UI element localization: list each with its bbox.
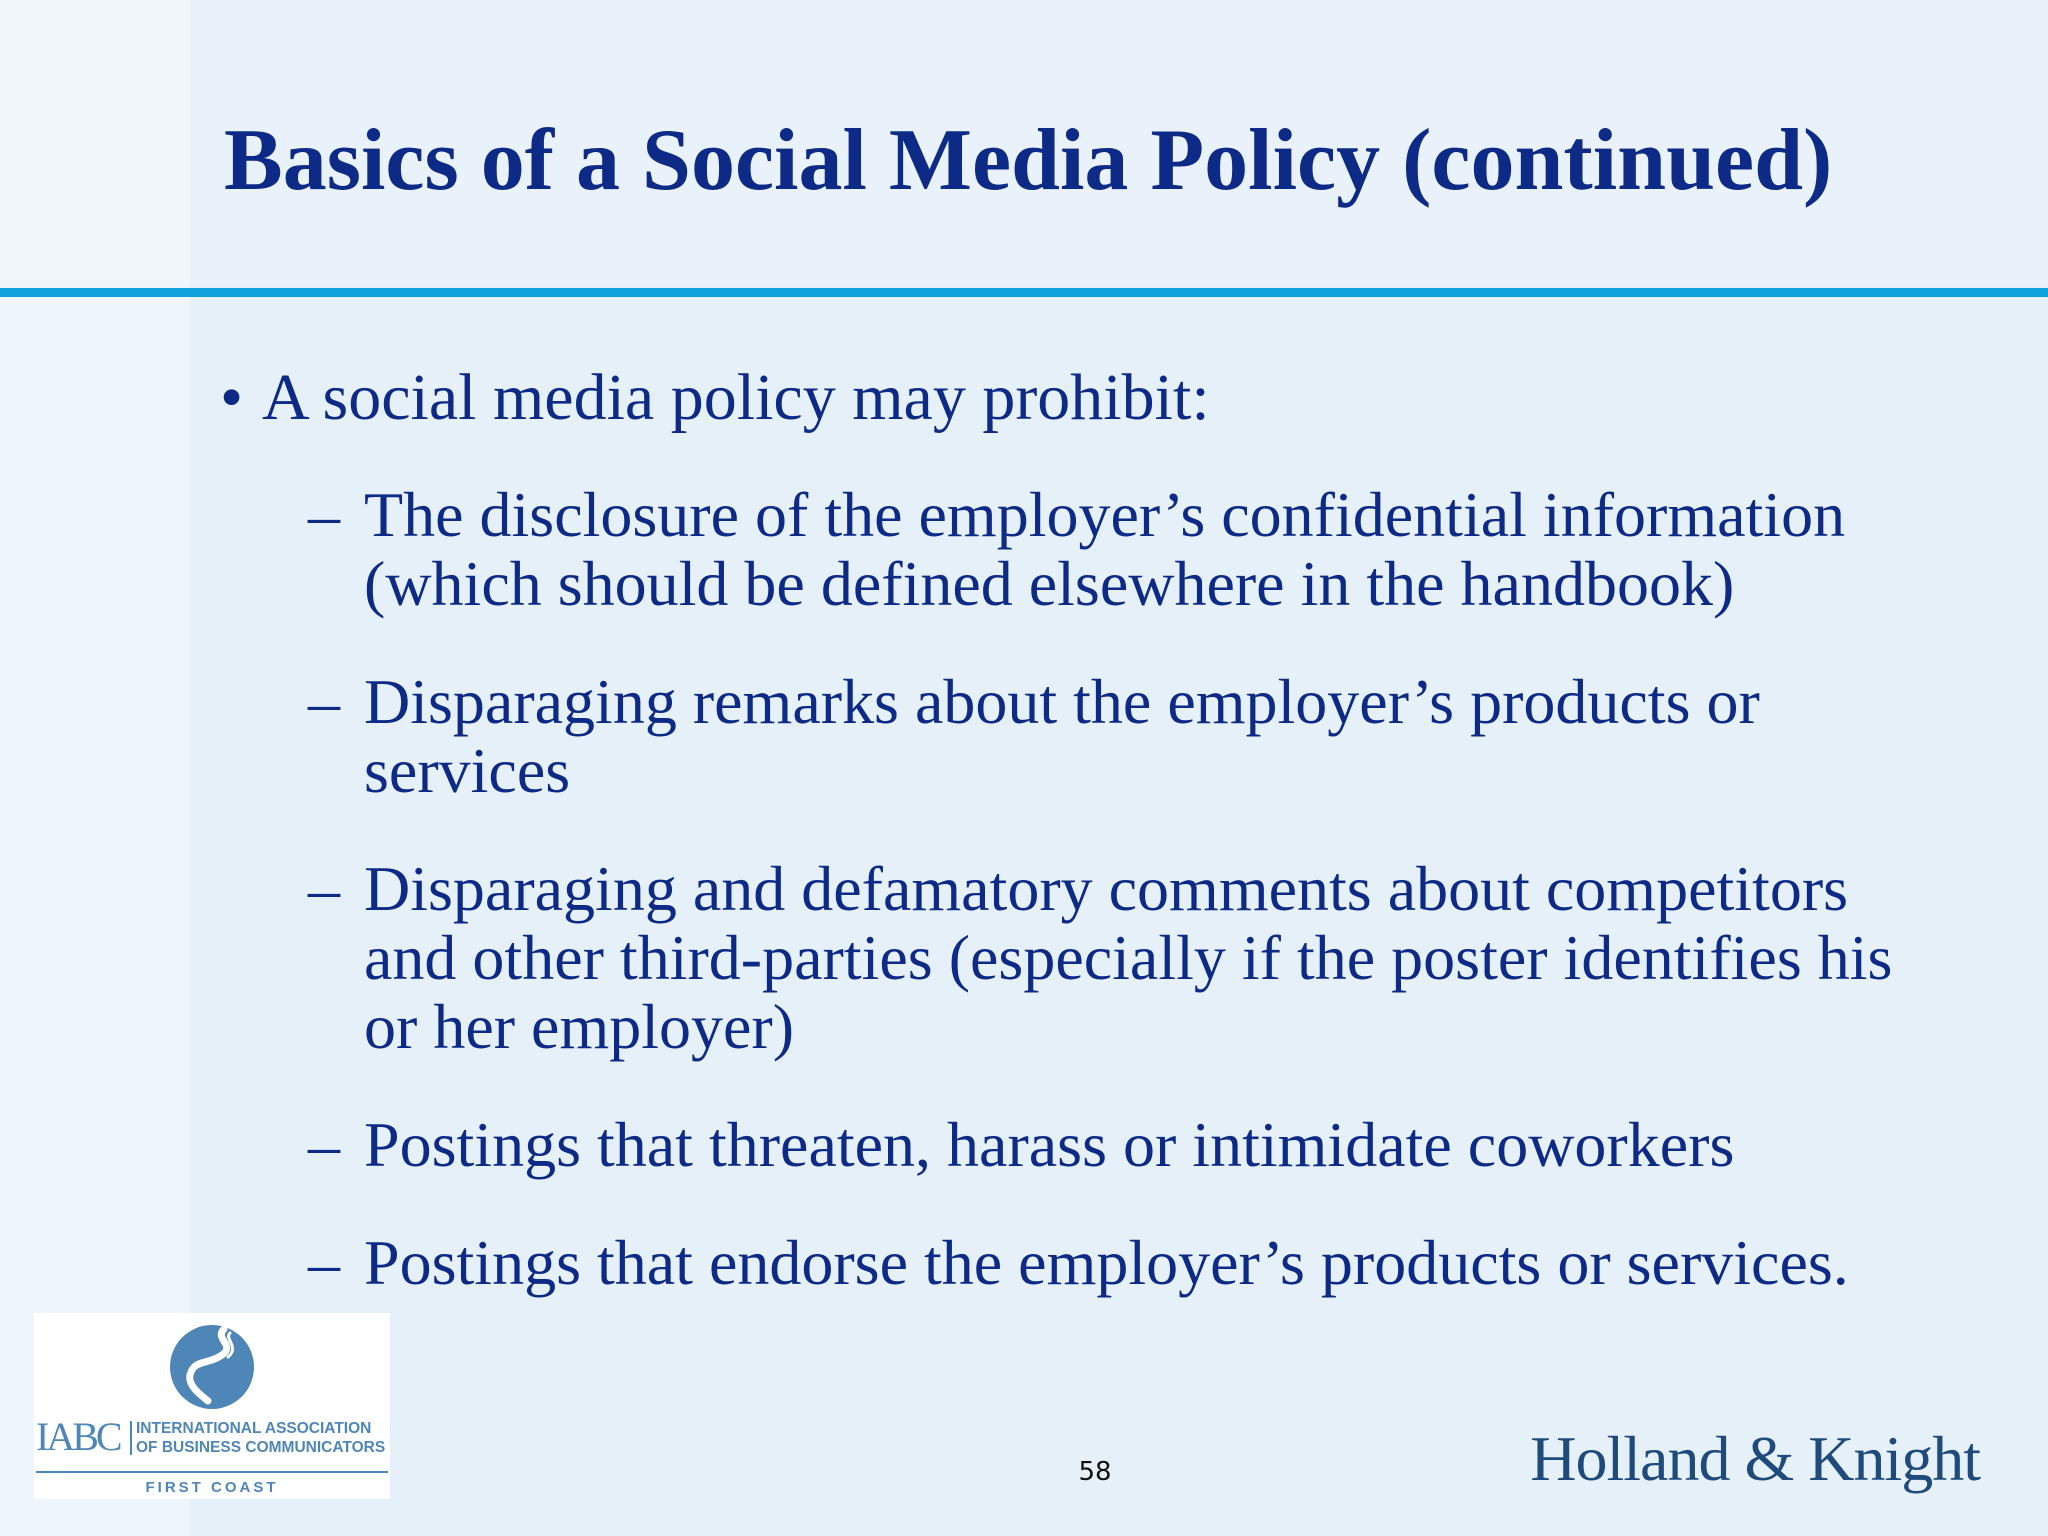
iabc-name-line: INTERNATIONAL ASSOCIATION <box>136 1420 372 1437</box>
iabc-wordmark <box>36 1415 388 1459</box>
iabc-logo <box>34 1313 390 1499</box>
dash-marker: – <box>308 853 340 924</box>
page-number: 58 <box>1078 1457 1112 1487</box>
bullet-item <box>220 362 2020 434</box>
iabc-mark: IABC <box>36 1414 120 1459</box>
dash-marker: – <box>308 666 340 737</box>
sub-bullet-line: and other third-parties (especially if the poster identifies his <box>364 922 1893 993</box>
iabc-full-name <box>136 1419 385 1457</box>
river-circle-icon <box>164 1319 260 1411</box>
sub-bullet-line: services <box>364 735 571 806</box>
holland-knight-logo: Holland & Knight <box>1530 1423 1980 1494</box>
title-divider-rule <box>0 288 2048 297</box>
sub-bullet-line: Disparaging and defamatory comments about competitors <box>364 853 1849 924</box>
iabc-chapter: FIRST COAST <box>145 1479 279 1496</box>
sub-bullet-line: Disparaging remarks about the employer’s products or <box>364 666 1760 737</box>
sub-bullet-line: (which should be defined elsewhere in the handbook) <box>364 548 1735 619</box>
sub-bullet-item <box>220 1228 2024 1297</box>
sub-bullet-line: Postings that endorse the employer’s products or services. <box>364 1227 1849 1298</box>
slide-title: Basics of a Social Media Policy (continued) <box>224 112 1833 209</box>
slide-body <box>220 362 2020 1346</box>
sub-bullet-line: or her employer) <box>364 991 795 1062</box>
iabc-name-line: OF BUSINESS COMMUNICATORS <box>136 1439 386 1456</box>
sub-bullet-line: The disclosure of the employer’s confidential information <box>364 479 1846 550</box>
bullet-marker: • <box>220 361 244 434</box>
iabc-underline <box>36 1471 388 1473</box>
sub-bullet-item <box>220 667 2024 805</box>
sub-bullet-list <box>220 480 2020 1297</box>
sub-bullet-item <box>220 480 2024 618</box>
sub-bullet-item <box>220 854 2024 1061</box>
bullet-text: A social media policy may prohibit: <box>262 361 1210 434</box>
iabc-divider <box>130 1421 132 1455</box>
dash-marker: – <box>308 1227 340 1298</box>
dash-marker: – <box>308 479 340 550</box>
dash-marker: – <box>308 1109 340 1180</box>
sub-bullet-line: Postings that threaten, harass or intimidate coworkers <box>364 1109 1735 1180</box>
sub-bullet-item <box>220 1110 2024 1179</box>
